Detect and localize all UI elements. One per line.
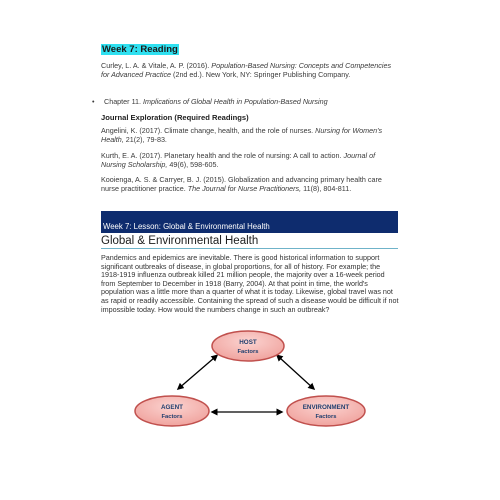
reference-3-journal: The Journal for Nurse Practitioners, bbox=[187, 183, 302, 193]
agent-sublabel: Factors bbox=[161, 414, 183, 420]
host-oval bbox=[212, 331, 284, 361]
textbook-authors: Curley, L. A. & Vitale, A. P. (2016). bbox=[101, 61, 210, 70]
chapter-label: Chapter 11. bbox=[104, 97, 142, 106]
reference-1-volume: 21(2), 79-83. bbox=[125, 134, 167, 144]
bullet-icon: • bbox=[92, 97, 95, 106]
reference-2-volume: 49(6), 598-605. bbox=[169, 159, 219, 169]
textbook-edition: (2nd ed.). New York, NY: Springer Publishing Company. bbox=[173, 69, 351, 79]
week-reading-heading: Week 7: Reading bbox=[102, 44, 178, 55]
lesson-banner-title: Week 7: Lesson: Global & Environmental Health bbox=[103, 222, 270, 231]
agent-oval bbox=[135, 396, 209, 426]
journal-heading: Journal Exploration (Required Readings) bbox=[101, 113, 249, 122]
chapter-title: Implications of Global Health in Population-Based Nursing bbox=[143, 97, 328, 106]
reference-1-journal: Nursing for Women's Health, bbox=[101, 126, 383, 144]
environment-label: ENVIRONMENT bbox=[302, 404, 350, 411]
reference-2-journal: Journal of Nursing Scholarship, bbox=[101, 151, 376, 169]
host-environment-arrow bbox=[280, 358, 314, 389]
environment-oval bbox=[287, 396, 365, 426]
lesson-title: Global & Environmental Health bbox=[101, 235, 259, 247]
environment-sublabel: Factors bbox=[315, 414, 337, 420]
host-label: HOST bbox=[239, 339, 257, 346]
textbook-title: Population-Based Nursing: Concepts and Competencies for Advanced Practice bbox=[101, 61, 392, 79]
reference-3-text: Kooienga, A. S. & Carryer, B. J. (2015). Globalization and advancing primary health care nurse practitioner practice. bbox=[101, 175, 382, 193]
agent-label: AGENT bbox=[160, 404, 184, 411]
lesson-paragraph: Pandemics and epidemics are inevitable. There is good historical information to support significant outbreaks of disease, in global proportions, for all of history. For example; the 1918-1919 influenza outbreak killed 21 million people, the majority over a 16-week period from September to December in 1918 (Barry, 2004). At that point in time, the world's population was a little more than a quarter of what it is today. Likewise, global travel was not as rapid or readily accessible. Containing the spread of such a disease would be difficult if not impossible today. How would the numbers change in such an outbreak? bbox=[101, 253, 399, 314]
reference-2-text: Kurth, E. A. (2017). Planetary health and the role of nursing: A call to action. bbox=[101, 151, 342, 160]
reference-3-volume: 11(8), 804-811. bbox=[303, 183, 352, 193]
host-sublabel: Factors bbox=[237, 349, 259, 355]
host-agent-arrow bbox=[178, 358, 214, 389]
reference-1-text: Angelini, K. (2017). Climate change, health, and the role of nurses. bbox=[101, 126, 314, 135]
